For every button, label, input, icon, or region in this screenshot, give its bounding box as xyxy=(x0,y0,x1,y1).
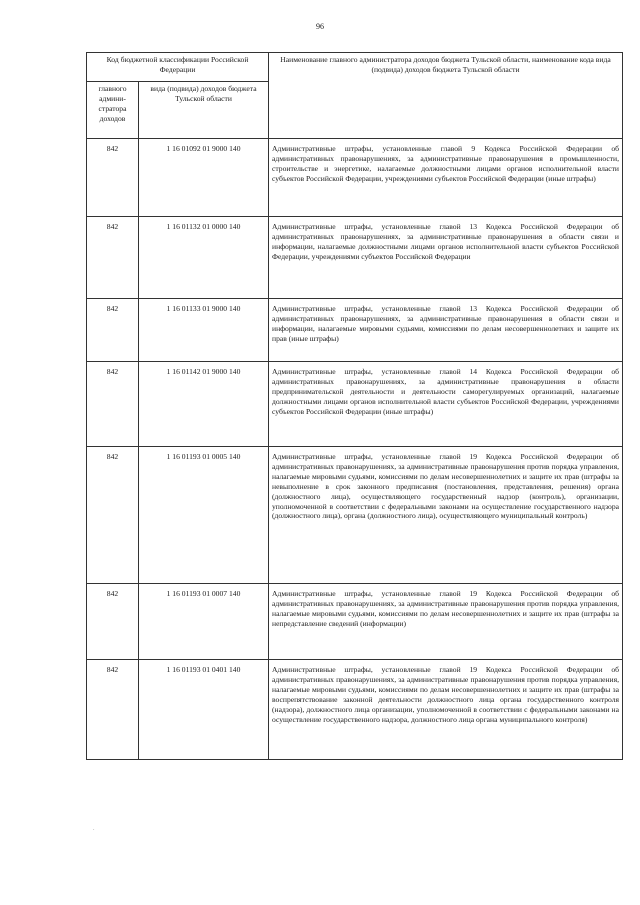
admin-code-cell: 842 xyxy=(87,660,139,760)
revenue-code-cell: 1 16 01132 01 0000 140 xyxy=(139,217,269,299)
header-budget-classification-code: Код бюджетной классификации Российской Федерации xyxy=(87,53,269,82)
revenue-description-cell: Административные штрафы, установленные главой 19 Кодекса Российской Федерации об административных правонарушениях, за административные правонарушения против порядка управления, налагаемые мировыми судьями, комиссиями по делам несовершеннолетних и защите их прав (штрафы за воспрепятствование законной деятельности должностного лица органа государственного контроля (надзора), должностного лица организации, уполномоченной в соответствии с федеральными законами на осуществление государственного надзора, должностного лица органа муниципального контроля) xyxy=(269,660,623,760)
revenue-code-cell: 1 16 01193 01 0401 140 xyxy=(139,660,269,760)
page-number: 96 xyxy=(316,22,324,31)
admin-code-cell: 842 xyxy=(87,447,139,584)
header-administrator-name: Наименование главного администратора доходов бюджета Тульской области, наименование кода вида (подвида) доходов бюджета Тульской области xyxy=(269,53,623,139)
revenue-description-cell: Административные штрафы, установленные главой 19 Кодекса Российской Федерации об административных правонарушениях, за административные правонарушения против порядка управления, налагаемые мировыми судьями, комиссиями по делам несовершеннолетних и защите их прав (штрафы за непредставление сведений (информации) xyxy=(269,584,623,660)
admin-code-cell: 842 xyxy=(87,299,139,362)
table-row xyxy=(87,584,623,660)
header-main-administrator: главного админи-стратора доходов xyxy=(87,82,139,139)
revenue-code-cell: 1 16 01142 01 9000 140 xyxy=(139,362,269,447)
scan-mark: . xyxy=(93,826,95,832)
revenue-description-cell: Административные штрафы, установленные главой 9 Кодекса Российской Федерации об административных правонарушениях, за административные правонарушения в промышленности, строительстве и энергетике, налагаемые должностными лицами органов исполнительной власти субъектов Российской Федерации, учреждениями субъектов Российской Федерации (иные штрафы) xyxy=(269,139,623,217)
revenue-code-cell: 1 16 01092 01 9000 140 xyxy=(139,139,269,217)
table-row xyxy=(87,217,623,299)
table-row xyxy=(87,660,623,760)
revenue-code-cell: 1 16 01133 01 9000 140 xyxy=(139,299,269,362)
table-row xyxy=(87,447,623,584)
revenue-description-cell: Административные штрафы, установленные главой 19 Кодекса Российской Федерации об административных правонарушениях, за административные правонарушения против порядка управления, налагаемые мировыми судьями, комиссиями по делам несовершеннолетних и защите их прав (штрафы за невыполнение в срок законного предписания (постановления, представления, решения) органа (должностного лица), осуществляющего государственный надзор (контроль), организации, уполномоченной в соответствии с федеральными законами на осуществление государственного надзора (должностного лица), органа (должностного лица), осуществляющего муниципальный контроль) xyxy=(269,447,623,584)
revenue-description-cell: Административные штрафы, установленные главой 13 Кодекса Российской Федерации об административных правонарушениях, за административные правонарушения в области связи и информации, налагаемые мировыми судьями, комиссиями по делам несовершеннолетних и защите их прав (иные штрафы) xyxy=(269,299,623,362)
admin-code-cell: 842 xyxy=(87,217,139,299)
header-revenue-type-code: вида (подвида) доходов бюджета Тульской области xyxy=(139,82,269,139)
table-row xyxy=(87,362,623,447)
revenue-description-cell: Административные штрафы, установленные главой 13 Кодекса Российской Федерации об административных правонарушениях, за административные правонарушения в области связи и информации, налагаемые должностными лицами органов исполнительной власти субъектов Российской Федерации, учреждениями субъектов Российской Федерации xyxy=(269,217,623,299)
table-header-row xyxy=(87,53,623,82)
table-row xyxy=(87,299,623,362)
revenue-description-cell: Административные штрафы, установленные главой 14 Кодекса Российской Федерации об административных правонарушениях, за административные правонарушения в области предпринимательской деятельности и деятельности саморегулируемых организаций, налагаемые должностными лицами органов исполнительной власти субъектов Российской Федерации, учреждениями субъектов Российской Федерации (иные штрафы) xyxy=(269,362,623,447)
revenue-code-cell: 1 16 01193 01 0005 140 xyxy=(139,447,269,584)
table-row xyxy=(87,139,623,217)
revenue-codes-table xyxy=(86,52,623,760)
admin-code-cell: 842 xyxy=(87,584,139,660)
admin-code-cell: 842 xyxy=(87,362,139,447)
admin-code-cell: 842 xyxy=(87,139,139,217)
revenue-code-cell: 1 16 01193 01 0007 140 xyxy=(139,584,269,660)
